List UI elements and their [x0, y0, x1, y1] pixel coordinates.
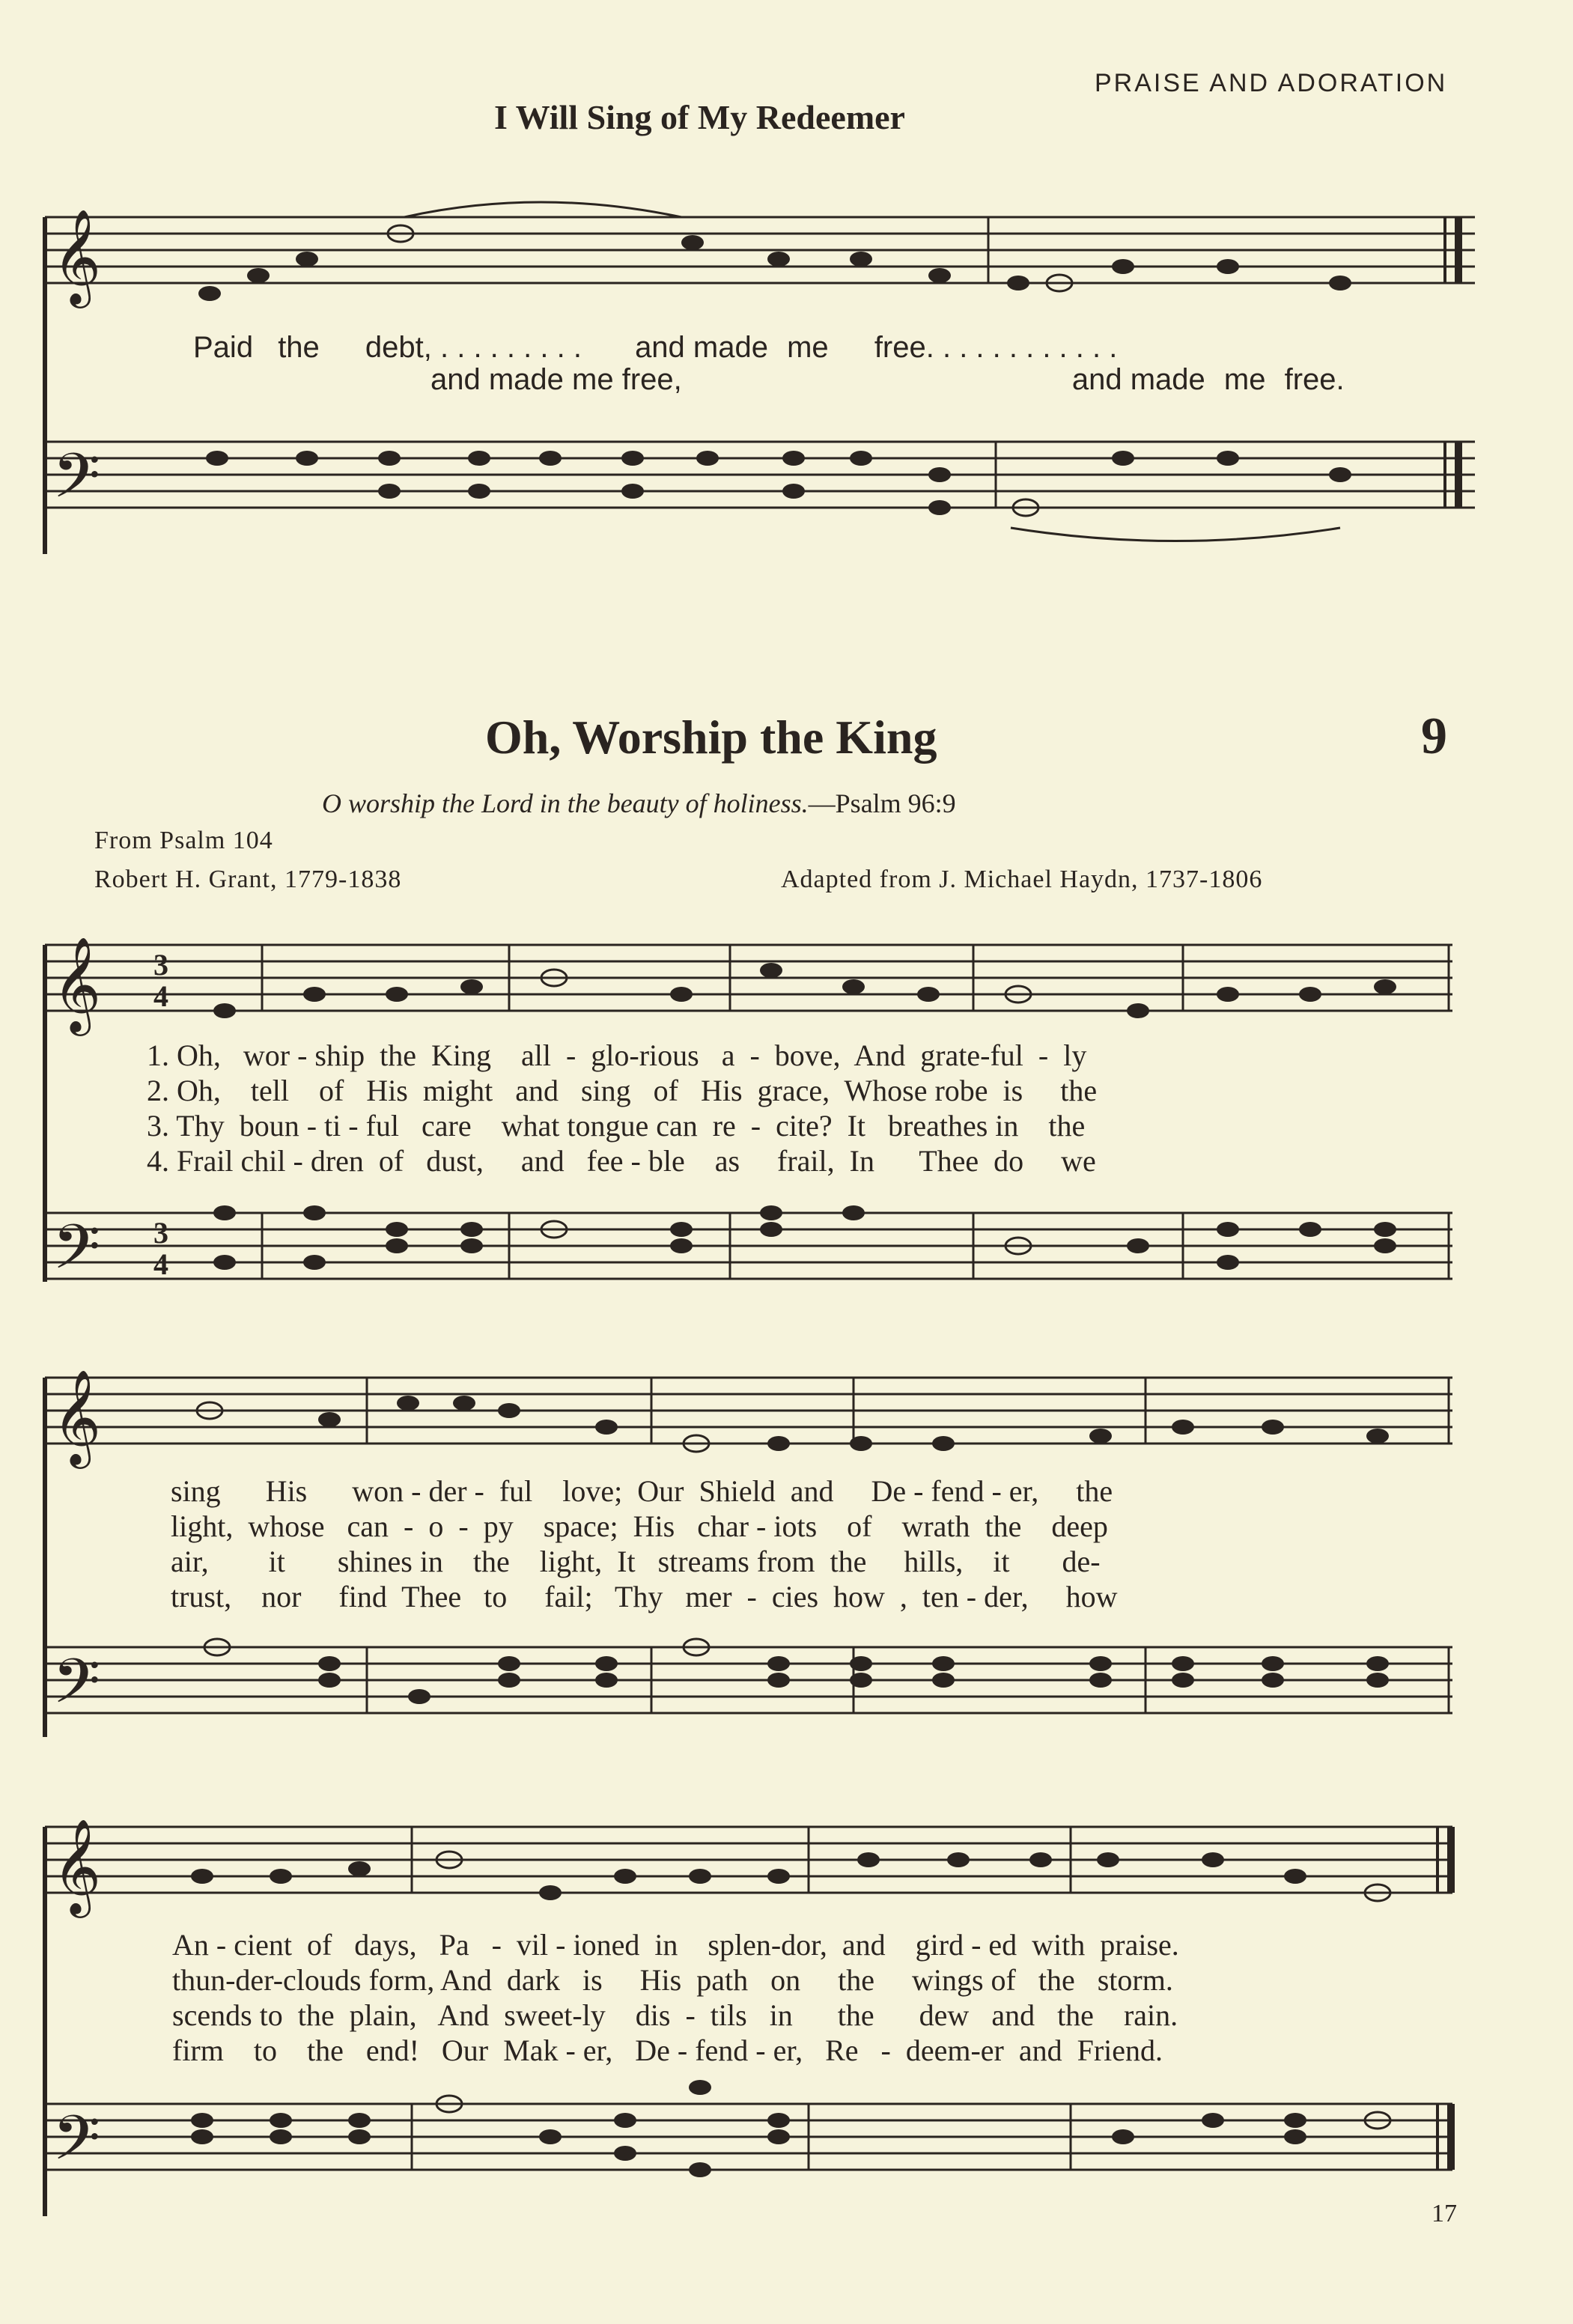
svg-text:𝄞: 𝄞 — [52, 1369, 102, 1464]
system-1-lyrics — [147, 1038, 1097, 1178]
lyric-word: free. — [1284, 363, 1345, 396]
lyric-word: me — [1223, 363, 1266, 396]
svg-text:4: 4 — [153, 1247, 168, 1281]
prev-lyric-line-2 — [430, 363, 1479, 397]
svg-text:𝄢: 𝄢 — [52, 1645, 101, 1733]
svg-text:4: 4 — [153, 979, 168, 1013]
system-2-lyrics — [171, 1473, 1117, 1614]
system-3-treble-staff — [0, 1797, 1573, 1924]
epigraph-reference: —Psalm 96:9 — [808, 788, 956, 818]
verse-1-line: An - cient of days, Pa - vil - ioned in splen-dor, and gird - ed with praise. — [172, 1928, 1179, 1962]
lyric-word: and made — [635, 331, 768, 364]
verse-2-line: thun-der-clouds form, And dark is His path on the wings of the storm. — [172, 1963, 1173, 1997]
epigraph — [322, 788, 956, 819]
system-3-lyrics — [172, 1927, 1179, 2068]
system-3-bass-staff — [0, 2074, 1573, 2216]
svg-text:𝄞: 𝄞 — [52, 1818, 102, 1914]
verse-1-line: 1. Oh, wor - ship the King all - glo-rious a - bove, And grate-ful - ly — [147, 1038, 1087, 1072]
svg-text:𝄞: 𝄞 — [52, 208, 102, 304]
svg-text:3: 3 — [153, 1216, 168, 1250]
verse-4-line: trust, nor find Thee to fail; Thy mer - cies how , ten - der, how — [171, 1580, 1118, 1613]
prev-hymn-title: I Will Sing of My Redeemer — [494, 98, 905, 136]
svg-text:𝄢: 𝄢 — [52, 439, 101, 527]
page-number: 17 — [1431, 2200, 1457, 2227]
music-composer: Adapted from J. Michael Haydn, 1737-1806 — [781, 866, 1263, 893]
lyric-word: the — [278, 331, 320, 364]
lyric-word: free. . . . . . . . . . . . — [874, 331, 1118, 364]
verse-3-line: scends to the plain, And sweet-ly dis - tils in the dew and the rain. — [172, 1998, 1178, 2032]
lyric-word: me — [787, 331, 829, 364]
prev-bass-staff — [0, 397, 1573, 591]
epigraph-text: O worship the Lord in the beauty of holiness. — [322, 788, 809, 818]
hymn-title: Oh, Worship the King — [485, 711, 937, 764]
system-1-bass-staff — [0, 1183, 1573, 1298]
svg-text:𝄞: 𝄞 — [52, 936, 102, 1032]
system-2-bass-staff — [0, 1617, 1573, 1744]
verse-4-line: 4. Frail chil - dren of dust, and fee - ble as frail, In Thee do we — [147, 1144, 1096, 1178]
system-1-treble-staff — [0, 915, 1573, 1042]
verse-3-line: 3. Thy boun - ti - ful care what tongue can re - cite? It breathes in the — [147, 1109, 1086, 1143]
system-2-treble-staff — [0, 1348, 1573, 1475]
verse-2-line: light, whose can - o - py space; His char - iots of wrath the deep — [171, 1509, 1108, 1543]
lyric-word: Paid — [193, 331, 254, 364]
svg-text:𝄢: 𝄢 — [52, 1211, 101, 1298]
verse-1-line: sing His won - der - ful love; Our Shield and De - fend - er, the — [171, 1474, 1113, 1508]
svg-text:𝄢: 𝄢 — [52, 2102, 101, 2189]
lyric-word: debt, . . . . . . . . . — [365, 331, 582, 364]
verse-4-line: firm to the end! Our Mak - er, De - fend - er, Re - deem-er and Friend. — [172, 2034, 1163, 2067]
verse-2-line: 2. Oh, tell of His might and sing of His grace, Whose robe is the — [147, 1074, 1098, 1107]
hymn-number: 9 — [1421, 708, 1447, 765]
section-label: PRAISE AND ADORATION — [1095, 69, 1448, 97]
lyric-word: and made me free, — [430, 363, 682, 396]
text-source: From Psalm 104 — [94, 827, 273, 854]
text-author: Robert H. Grant, 1779-1838 — [94, 866, 402, 893]
prev-lyric-line-1 — [193, 331, 1391, 365]
verse-3-line: air, it shines in the light, It streams from the hills, it de- — [171, 1545, 1101, 1578]
svg-text:3: 3 — [153, 948, 168, 982]
lyric-word: and made — [1071, 363, 1205, 396]
